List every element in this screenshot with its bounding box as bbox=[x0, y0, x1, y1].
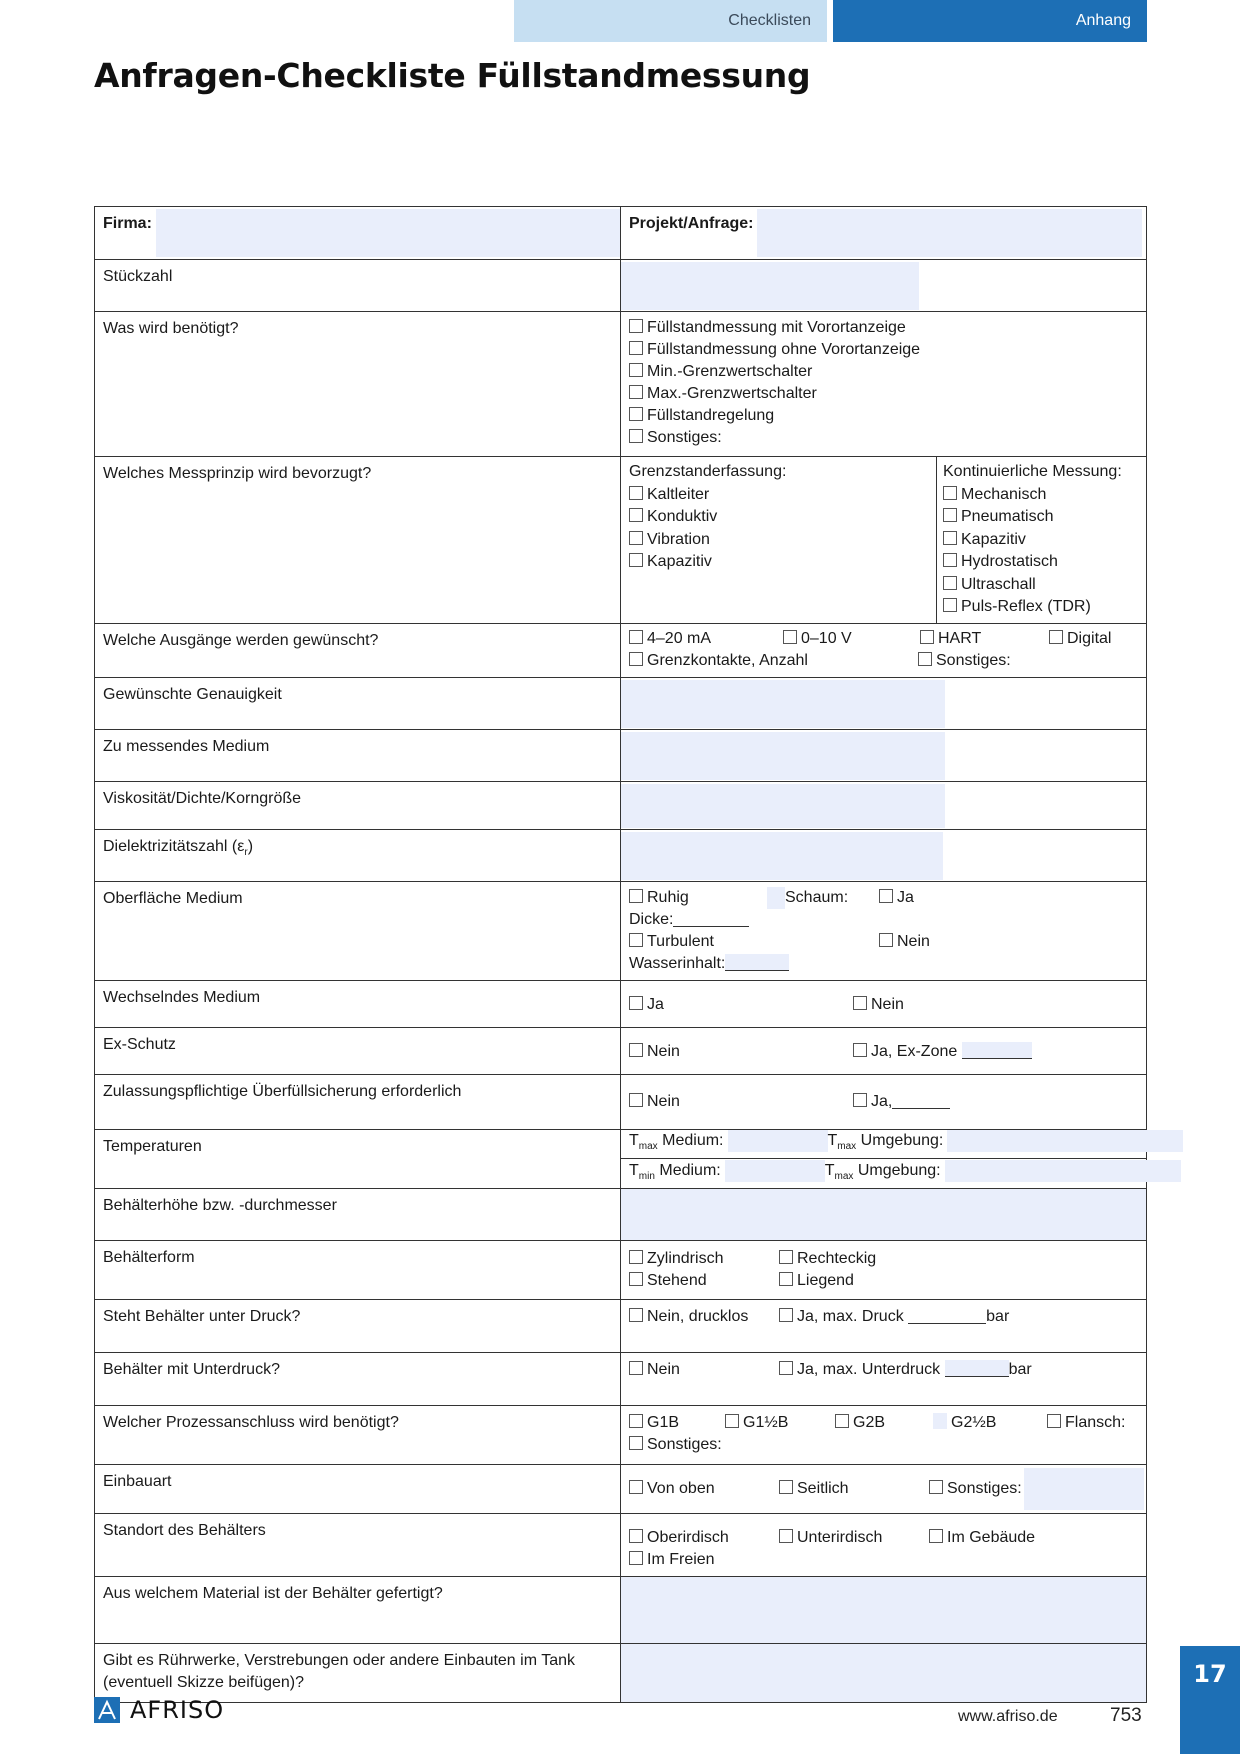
checkbox[interactable] bbox=[629, 319, 643, 333]
einbau-label: Einbauart bbox=[95, 1465, 621, 1514]
prozess-option[interactable]: Sonstiges: bbox=[629, 1434, 722, 1456]
checkbox[interactable] bbox=[943, 508, 957, 522]
tab-anhang[interactable]: Anhang bbox=[833, 0, 1147, 42]
grenz-option[interactable]: Vibration bbox=[629, 529, 928, 552]
druck-label: Steht Behälter unter Druck? bbox=[95, 1300, 621, 1353]
checkbox[interactable] bbox=[929, 1529, 943, 1543]
checkbox[interactable] bbox=[629, 996, 643, 1010]
checkbox[interactable] bbox=[629, 1361, 643, 1375]
afriso-logo-text: AFRISO bbox=[130, 1696, 225, 1724]
checkbox[interactable] bbox=[879, 933, 893, 947]
tmax-medium-field[interactable]: $T_{max}$ Medium: bbox=[629, 1130, 828, 1158]
firma-label: Firma: bbox=[103, 215, 152, 232]
schaum-label: Schaum: bbox=[767, 887, 879, 909]
benoetigt-option[interactable]: Max.-Grenzwertschalter bbox=[629, 383, 1138, 405]
material-label: Aus welchem Material ist der Behälter gefertigt? bbox=[95, 1577, 621, 1644]
ueberfuell-ja-option[interactable]: Ja, bbox=[853, 1091, 950, 1113]
form-option[interactable]: Rechteckig bbox=[779, 1248, 876, 1270]
standort-option[interactable]: Im Gebäude bbox=[929, 1527, 1077, 1549]
checkbox[interactable] bbox=[629, 407, 643, 421]
checkbox[interactable] bbox=[779, 1250, 793, 1264]
ruhig-option[interactable]: Ruhig bbox=[629, 887, 767, 909]
checkbox[interactable] bbox=[853, 996, 867, 1010]
checkbox[interactable] bbox=[943, 531, 957, 545]
ruehr-field[interactable] bbox=[621, 1644, 1147, 1703]
checkbox[interactable] bbox=[835, 1414, 849, 1428]
checkbox[interactable] bbox=[629, 1308, 643, 1322]
checkbox[interactable] bbox=[929, 1480, 943, 1494]
benoetigt-option[interactable]: Min.-Grenzwertschalter bbox=[629, 361, 1138, 383]
checkbox[interactable] bbox=[943, 486, 957, 500]
form-label: Behälterform bbox=[95, 1241, 621, 1300]
kont-option[interactable]: Kapazitiv bbox=[943, 529, 1140, 552]
projekt-label: Projekt/Anfrage: bbox=[629, 215, 754, 232]
checkbox[interactable] bbox=[779, 1308, 793, 1322]
checkbox[interactable] bbox=[779, 1361, 793, 1375]
grenz-option[interactable]: Kapazitiv bbox=[629, 551, 928, 574]
messprinzip-label: Welches Messprinzip wird bevorzugt? bbox=[95, 457, 621, 624]
checkbox[interactable] bbox=[629, 341, 643, 355]
ausgang-option[interactable]: Sonstiges: bbox=[918, 650, 1011, 672]
checkbox[interactable] bbox=[629, 1043, 643, 1057]
genauigkeit-field[interactable] bbox=[621, 680, 945, 728]
checkbox[interactable] bbox=[629, 1414, 643, 1428]
checkbox[interactable] bbox=[629, 553, 643, 567]
page-title: Anfragen-Checkliste Füllstandmessung bbox=[94, 56, 811, 95]
checkbox[interactable] bbox=[779, 1480, 793, 1494]
prozess-option[interactable]: Flansch: bbox=[1047, 1412, 1125, 1434]
checkbox[interactable] bbox=[629, 933, 643, 947]
oberflaeche-label: Oberfläche Medium bbox=[95, 882, 621, 981]
checkbox[interactable] bbox=[629, 1480, 643, 1494]
stueckzahl-field[interactable] bbox=[621, 262, 919, 310]
checkbox[interactable] bbox=[629, 1551, 643, 1565]
benoetigt-option[interactable]: Füllstandregelung bbox=[629, 405, 1138, 427]
checkbox[interactable] bbox=[629, 531, 643, 545]
afriso-logo-icon bbox=[94, 1697, 120, 1723]
ausgang-option[interactable]: 4–20 mA bbox=[629, 628, 783, 650]
tmax-umgebung-field[interactable]: $T_{max}$ Umgebung: bbox=[828, 1130, 1184, 1158]
kont-option[interactable]: Mechanisch bbox=[943, 484, 1140, 507]
checkbox[interactable] bbox=[629, 889, 643, 903]
benoetigt-option[interactable]: Füllstandmessung mit Vorortanzeige bbox=[629, 317, 1138, 339]
checkbox[interactable] bbox=[920, 630, 934, 644]
einbau-option[interactable]: Seitlich bbox=[779, 1478, 929, 1500]
ausgang-option[interactable]: 0–10 V bbox=[783, 628, 920, 650]
benoetigt-label: Was wird benötigt? bbox=[95, 312, 621, 457]
checkbox[interactable] bbox=[629, 429, 643, 443]
tmax-umgebung-field-2[interactable]: $T_{max}$ Umgebung: bbox=[825, 1160, 1181, 1188]
checkbox[interactable] bbox=[629, 1529, 643, 1543]
checkbox[interactable] bbox=[629, 630, 643, 644]
checkbox[interactable] bbox=[629, 385, 643, 399]
checkbox[interactable] bbox=[783, 630, 797, 644]
wechselnd-nein-option[interactable]: Nein bbox=[853, 994, 904, 1016]
kont-option[interactable]: Hydrostatisch bbox=[943, 551, 1140, 574]
stueckzahl-label: Stückzahl bbox=[95, 260, 621, 312]
unterdruck-ja-option[interactable]: Ja, max. Unterdruck bar bbox=[779, 1359, 1032, 1381]
checkbox[interactable] bbox=[629, 1093, 643, 1107]
ausgang-option[interactable]: Grenzkontakte, Anzahl bbox=[629, 650, 918, 672]
unterdruck-label: Behälter mit Unterdruck? bbox=[95, 1353, 621, 1406]
druck-ja-option[interactable]: Ja, max. Druck bar bbox=[779, 1306, 1009, 1328]
checkbox[interactable] bbox=[918, 652, 932, 666]
ausgaenge-label: Welche Ausgänge werden gewünscht? bbox=[95, 624, 621, 678]
schaum-nein-option[interactable]: Nein bbox=[879, 931, 1069, 953]
page-number: 753 bbox=[1110, 1705, 1142, 1726]
hoehe-field[interactable] bbox=[621, 1189, 1147, 1241]
footer-url[interactable]: www.afriso.de bbox=[958, 1708, 1058, 1725]
prozess-label: Welcher Prozessanschluss wird benötigt? bbox=[95, 1406, 621, 1465]
schaum-ja-option[interactable]: Ja bbox=[879, 887, 1069, 909]
prozess-option[interactable]: G1½B bbox=[725, 1412, 835, 1434]
einbau-sonstiges-field[interactable] bbox=[1024, 1468, 1144, 1510]
medium-label: Zu messendes Medium bbox=[95, 730, 621, 782]
prozess-option[interactable]: G2½B bbox=[933, 1412, 1047, 1434]
form-option[interactable]: Zylindrisch bbox=[629, 1248, 779, 1270]
prozess-option[interactable]: G2B bbox=[835, 1412, 933, 1434]
ueberfuell-nein-option[interactable]: Nein bbox=[629, 1091, 853, 1113]
grenz-option[interactable]: Kaltleiter bbox=[629, 484, 928, 507]
ausgang-option[interactable]: Digital bbox=[1049, 628, 1111, 650]
wechselnd-ja-option[interactable]: Ja bbox=[629, 994, 853, 1016]
dielektrizitaet-label: Dielektrizitätszahl $(\varepsilon_r)$ bbox=[95, 830, 621, 882]
einbau-option[interactable]: Von oben bbox=[629, 1478, 779, 1500]
temperaturen-label: Temperaturen bbox=[95, 1130, 621, 1189]
exschutz-ja-option[interactable]: Ja, Ex-Zone bbox=[853, 1041, 1032, 1063]
ausgang-option[interactable]: HART bbox=[920, 628, 1049, 650]
firma-field[interactable] bbox=[156, 209, 620, 257]
checkbox[interactable] bbox=[779, 1529, 793, 1543]
prozess-option[interactable]: G1B bbox=[629, 1412, 725, 1434]
checkbox[interactable] bbox=[853, 1043, 867, 1057]
unterdruck-nein-option[interactable]: Nein bbox=[629, 1359, 779, 1381]
medium-field[interactable] bbox=[621, 732, 945, 780]
benoetigt-option[interactable]: Füllstandmessung ohne Vorortanzeige bbox=[629, 339, 1138, 361]
kont-option[interactable]: Ultraschall bbox=[943, 574, 1140, 597]
checkbox[interactable] bbox=[1049, 630, 1063, 644]
viskositaet-field[interactable] bbox=[621, 784, 945, 828]
checkbox[interactable] bbox=[629, 652, 643, 666]
standort-option[interactable]: Im Freien bbox=[629, 1549, 715, 1571]
checkbox[interactable] bbox=[629, 1436, 643, 1450]
checkbox[interactable] bbox=[629, 1250, 643, 1264]
checkbox[interactable] bbox=[779, 1272, 793, 1286]
druck-nein-option[interactable]: Nein, drucklos bbox=[629, 1306, 779, 1328]
projekt-cell[interactable] bbox=[621, 207, 1147, 260]
chapter-tab: 17 bbox=[1180, 1646, 1240, 1754]
genauigkeit-label: Gewünschte Genauigkeit bbox=[95, 678, 621, 730]
benoetigt-option[interactable]: Sonstiges: bbox=[629, 427, 1138, 449]
checkbox[interactable] bbox=[853, 1093, 867, 1107]
viskositaet-label: Viskosität/Dichte/Korngröße bbox=[95, 782, 621, 830]
hoehe-label: Behälterhöhe bzw. -durchmesser bbox=[95, 1189, 621, 1241]
standort-option[interactable]: Unterirdisch bbox=[779, 1527, 929, 1549]
projekt-field[interactable] bbox=[757, 209, 1142, 257]
grenz-option[interactable]: Konduktiv bbox=[629, 506, 928, 529]
tab-checklisten[interactable]: Checklisten bbox=[514, 0, 827, 42]
checkbox[interactable] bbox=[629, 1272, 643, 1286]
dielektrizitaet-field[interactable] bbox=[621, 832, 943, 880]
exschutz-label: Ex-Schutz bbox=[95, 1028, 621, 1075]
exschutz-nein-option[interactable]: Nein bbox=[629, 1041, 853, 1063]
checkbox[interactable] bbox=[879, 889, 893, 903]
material-field[interactable] bbox=[621, 1577, 1147, 1644]
turbulent-option[interactable]: Turbulent bbox=[629, 931, 879, 953]
einbau-option[interactable]: Sonstiges: bbox=[929, 1478, 1022, 1500]
checkbox[interactable] bbox=[943, 553, 957, 567]
checklist-form bbox=[94, 206, 1147, 1703]
grenz-title: Grenzstanderfassung: bbox=[629, 463, 787, 480]
kont-option[interactable]: Puls-Reflex (TDR) bbox=[943, 596, 1140, 619]
afriso-logo bbox=[94, 1696, 224, 1724]
checkbox[interactable] bbox=[629, 363, 643, 377]
dicke-field[interactable]: Dicke: bbox=[629, 909, 749, 931]
checkbox[interactable] bbox=[629, 486, 643, 500]
ueberfuell-label: Zulassungspflichtige Überfüllsicherung erforderlich bbox=[95, 1075, 621, 1130]
form-option[interactable]: Stehend bbox=[629, 1270, 779, 1292]
standort-option[interactable]: Oberirdisch bbox=[629, 1527, 779, 1549]
checkbox[interactable] bbox=[943, 598, 957, 612]
checkbox[interactable] bbox=[1047, 1414, 1061, 1428]
kont-title: Kontinuierliche Messung: bbox=[943, 463, 1122, 480]
form-option[interactable]: Liegend bbox=[779, 1270, 854, 1292]
checkbox[interactable] bbox=[629, 508, 643, 522]
ruehr-label: Gibt es Rührwerke, Verstrebungen oder andere Einbauten im Tank (eventuell Skizze beifügen)? bbox=[95, 1644, 621, 1703]
standort-label: Standort des Behälters bbox=[95, 1514, 621, 1577]
wechselnd-label: Wechselndes Medium bbox=[95, 981, 621, 1028]
checkbox[interactable] bbox=[725, 1414, 739, 1428]
firma-cell[interactable] bbox=[95, 207, 621, 260]
wasserinhalt-field[interactable]: Wasserinhalt: bbox=[629, 953, 789, 975]
checkbox[interactable] bbox=[943, 576, 957, 590]
tmin-medium-field[interactable]: $T_{min}$ Medium: bbox=[629, 1160, 825, 1188]
kont-option[interactable]: Pneumatisch bbox=[943, 506, 1140, 529]
